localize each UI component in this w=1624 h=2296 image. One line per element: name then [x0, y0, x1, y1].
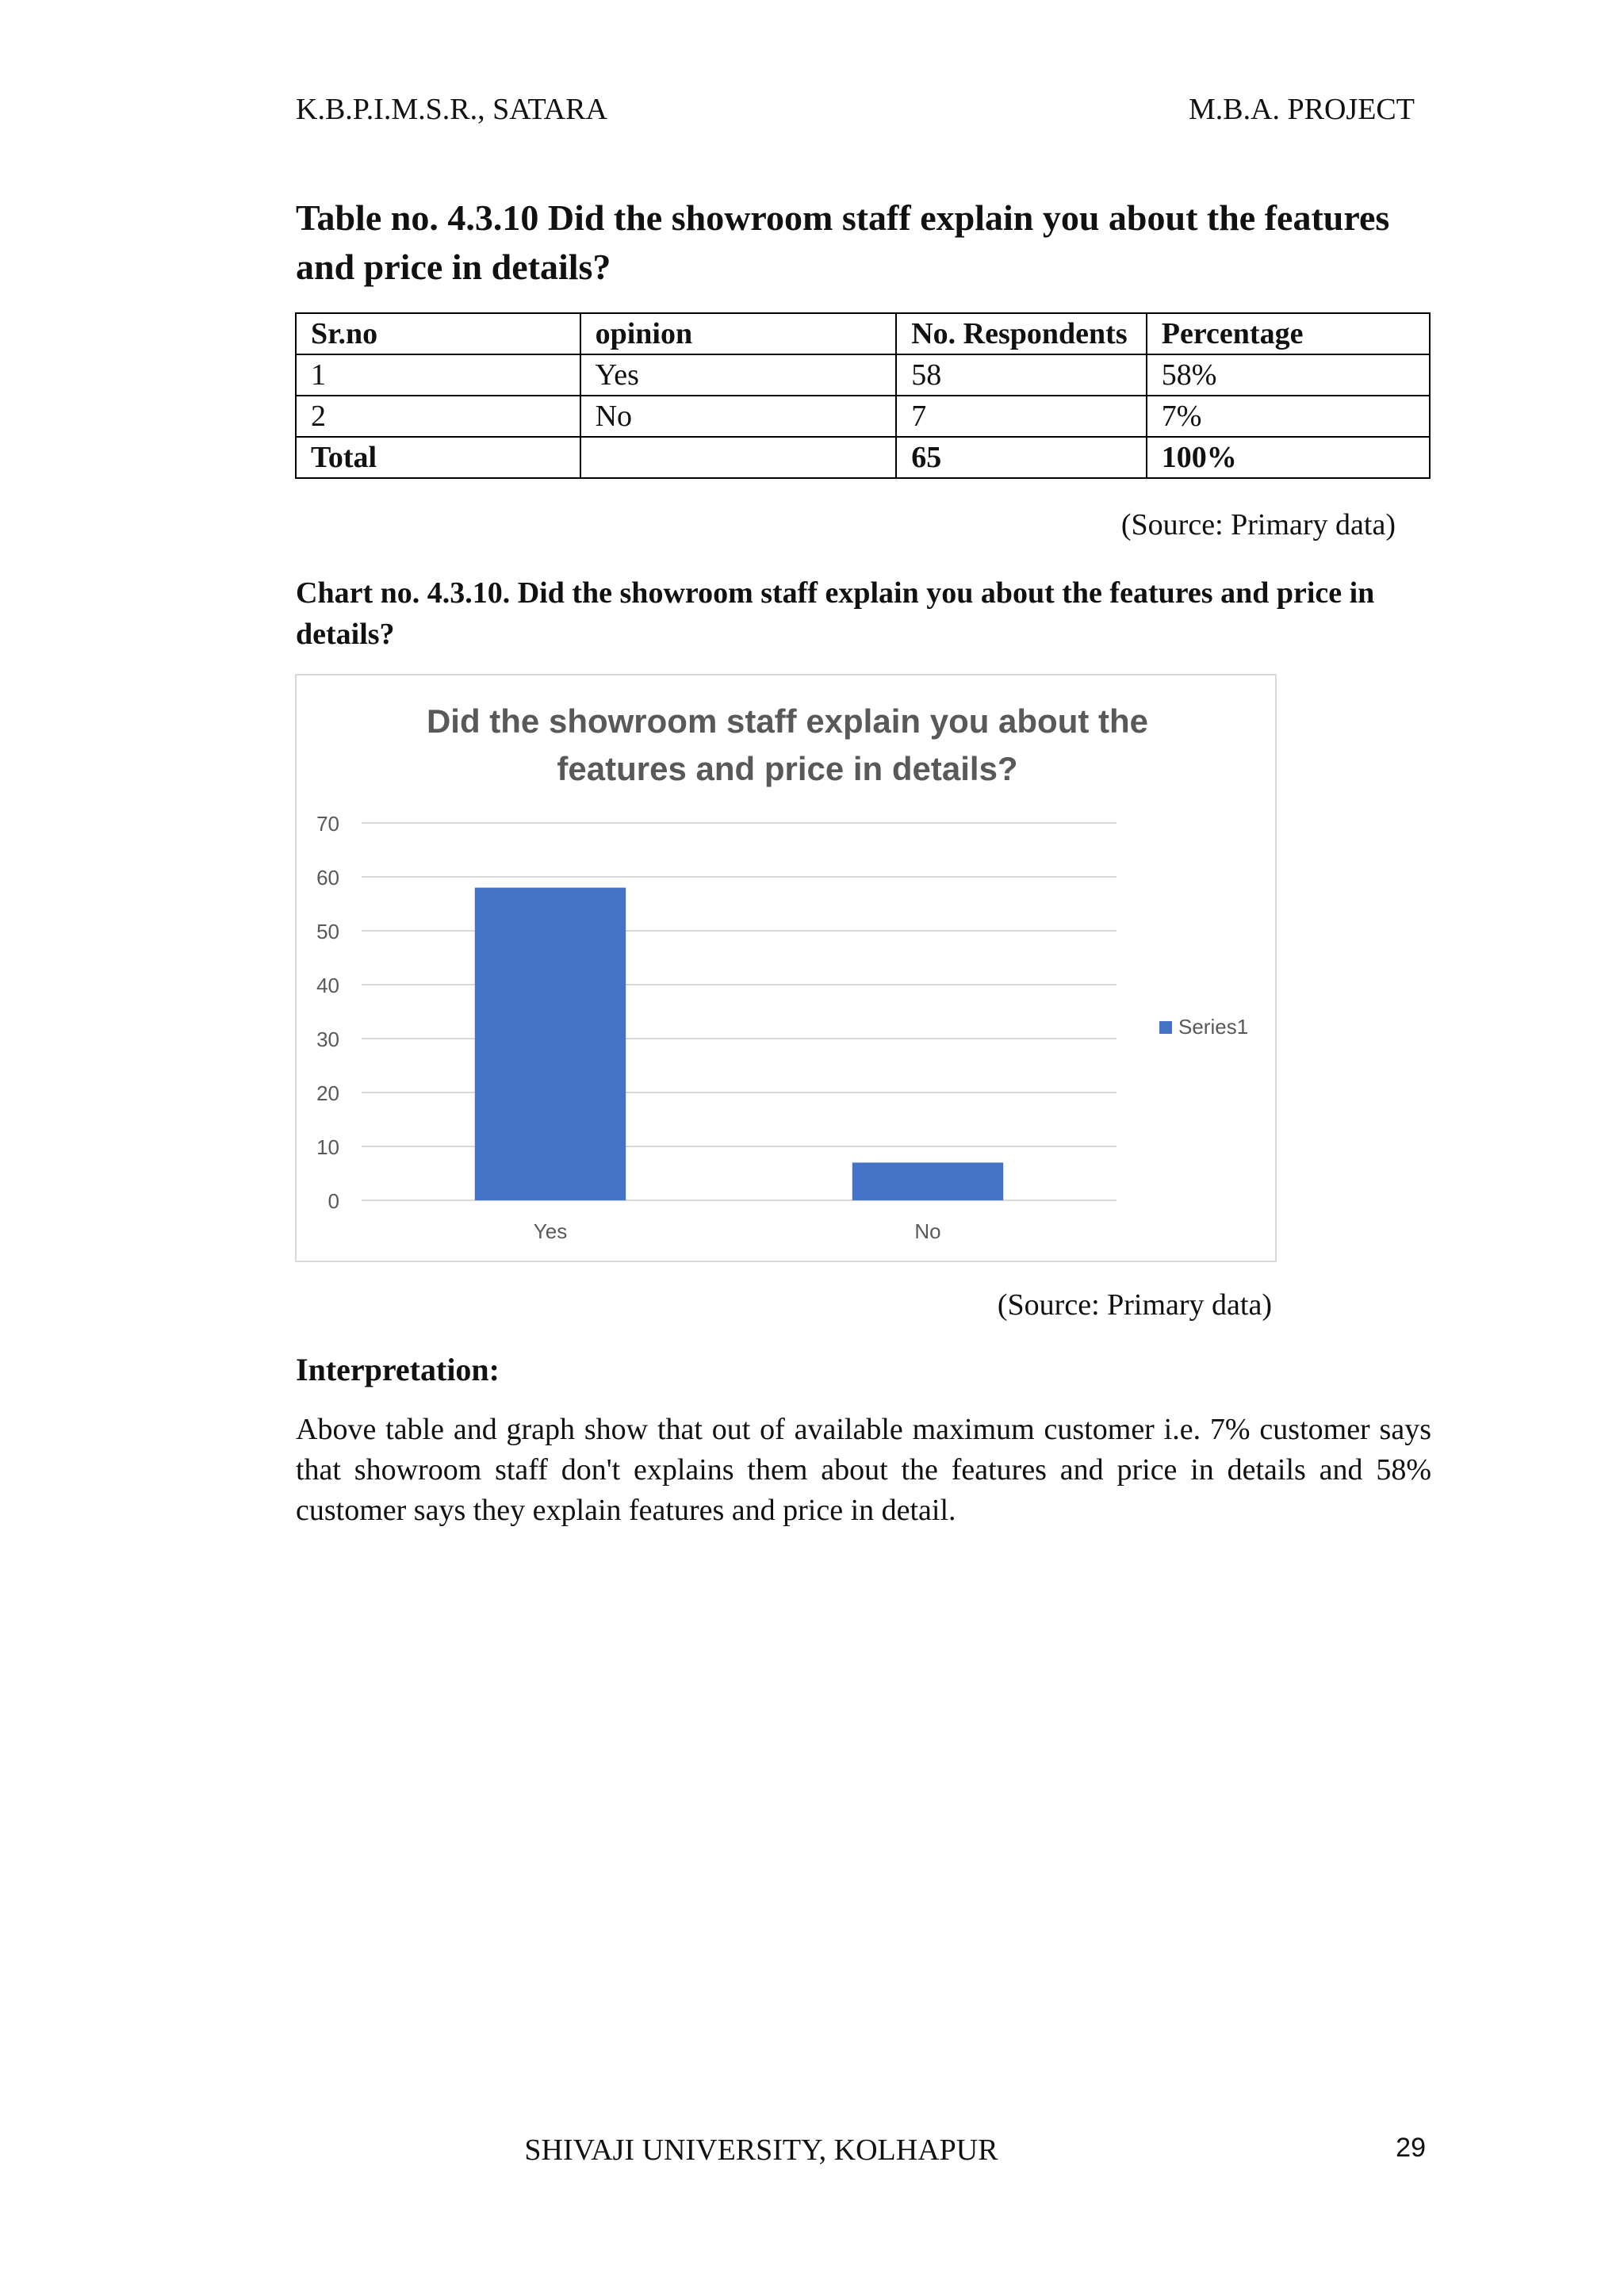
- cell-percentage: 58%: [1147, 354, 1430, 396]
- data-table: [295, 312, 1431, 479]
- y-tick-label: 40: [316, 974, 339, 997]
- page-number: 29: [1396, 2133, 1426, 2163]
- interpretation-heading: Interpretation:: [296, 1352, 500, 1387]
- y-tick-label: 60: [316, 866, 339, 890]
- table-total-row: [296, 437, 1430, 478]
- y-tick-label: 50: [316, 920, 339, 943]
- chart-title-line: Did the showroom staff explain you about the: [426, 702, 1149, 740]
- legend-label: Series1: [1178, 1015, 1249, 1039]
- cell-percentage: 7%: [1147, 396, 1430, 437]
- legend-swatch: [1159, 1021, 1172, 1034]
- table-source: (Source: Primary data): [1120, 508, 1396, 541]
- header-left: K.B.P.I.M.S.R., SATARA: [296, 93, 607, 126]
- cell-total-label: Total: [296, 437, 580, 478]
- table-title: Table no. 4.3.10 Did the showroom staff explain you about the features and price in details?: [296, 197, 1390, 287]
- cell-srno: 2: [296, 396, 580, 437]
- table-header-row: [296, 313, 1430, 354]
- x-tick-label: No: [914, 1219, 941, 1243]
- cell-total-empty: [580, 437, 897, 478]
- chart-svg: [297, 675, 1278, 1264]
- chart-source: (Source: Primary data): [997, 1288, 1272, 1322]
- cell-respondents: 7: [896, 396, 1147, 437]
- chart-caption: Chart no. 4.3.10. Did the showroom staff explain you about the features and price in details?: [296, 576, 1375, 651]
- cell-respondents: 58: [896, 354, 1147, 396]
- header-srno: Sr.no: [296, 313, 580, 354]
- bar-yes: [475, 888, 626, 1200]
- header-opinion: opinion: [580, 313, 897, 354]
- interpretation-body: Above table and graph show that out of available maximum customer i.e. 7% customer says that showroom staff don't explains them about the features and price in details and 58% customer says they explain features and price in detail.: [296, 1413, 1431, 1527]
- y-tick-label: 70: [316, 812, 339, 836]
- cell-opinion: Yes: [580, 354, 897, 396]
- cell-opinion: No: [580, 396, 897, 437]
- x-tick-label: Yes: [533, 1219, 568, 1243]
- cell-total-percentage: 100%: [1147, 437, 1430, 478]
- chart-title-line: features and price in details?: [557, 750, 1018, 787]
- table-row: [296, 354, 1430, 396]
- header-percentage: Percentage: [1147, 313, 1430, 354]
- bar-chart: [295, 674, 1277, 1262]
- y-tick-label: 30: [316, 1027, 339, 1051]
- footer-university: SHIVAJI UNIVERSITY, KOLHAPUR: [524, 2133, 998, 2167]
- table-row: [296, 396, 1430, 437]
- y-tick-label: 0: [327, 1189, 339, 1213]
- header-respondents: No. Respondents: [896, 313, 1147, 354]
- y-tick-label: 20: [316, 1081, 339, 1105]
- header-right: M.B.A. PROJECT: [1188, 93, 1415, 126]
- cell-total-respondents: 65: [896, 437, 1147, 478]
- y-tick-label: 10: [316, 1135, 339, 1159]
- bar-no: [852, 1162, 1003, 1200]
- cell-srno: 1: [296, 354, 580, 396]
